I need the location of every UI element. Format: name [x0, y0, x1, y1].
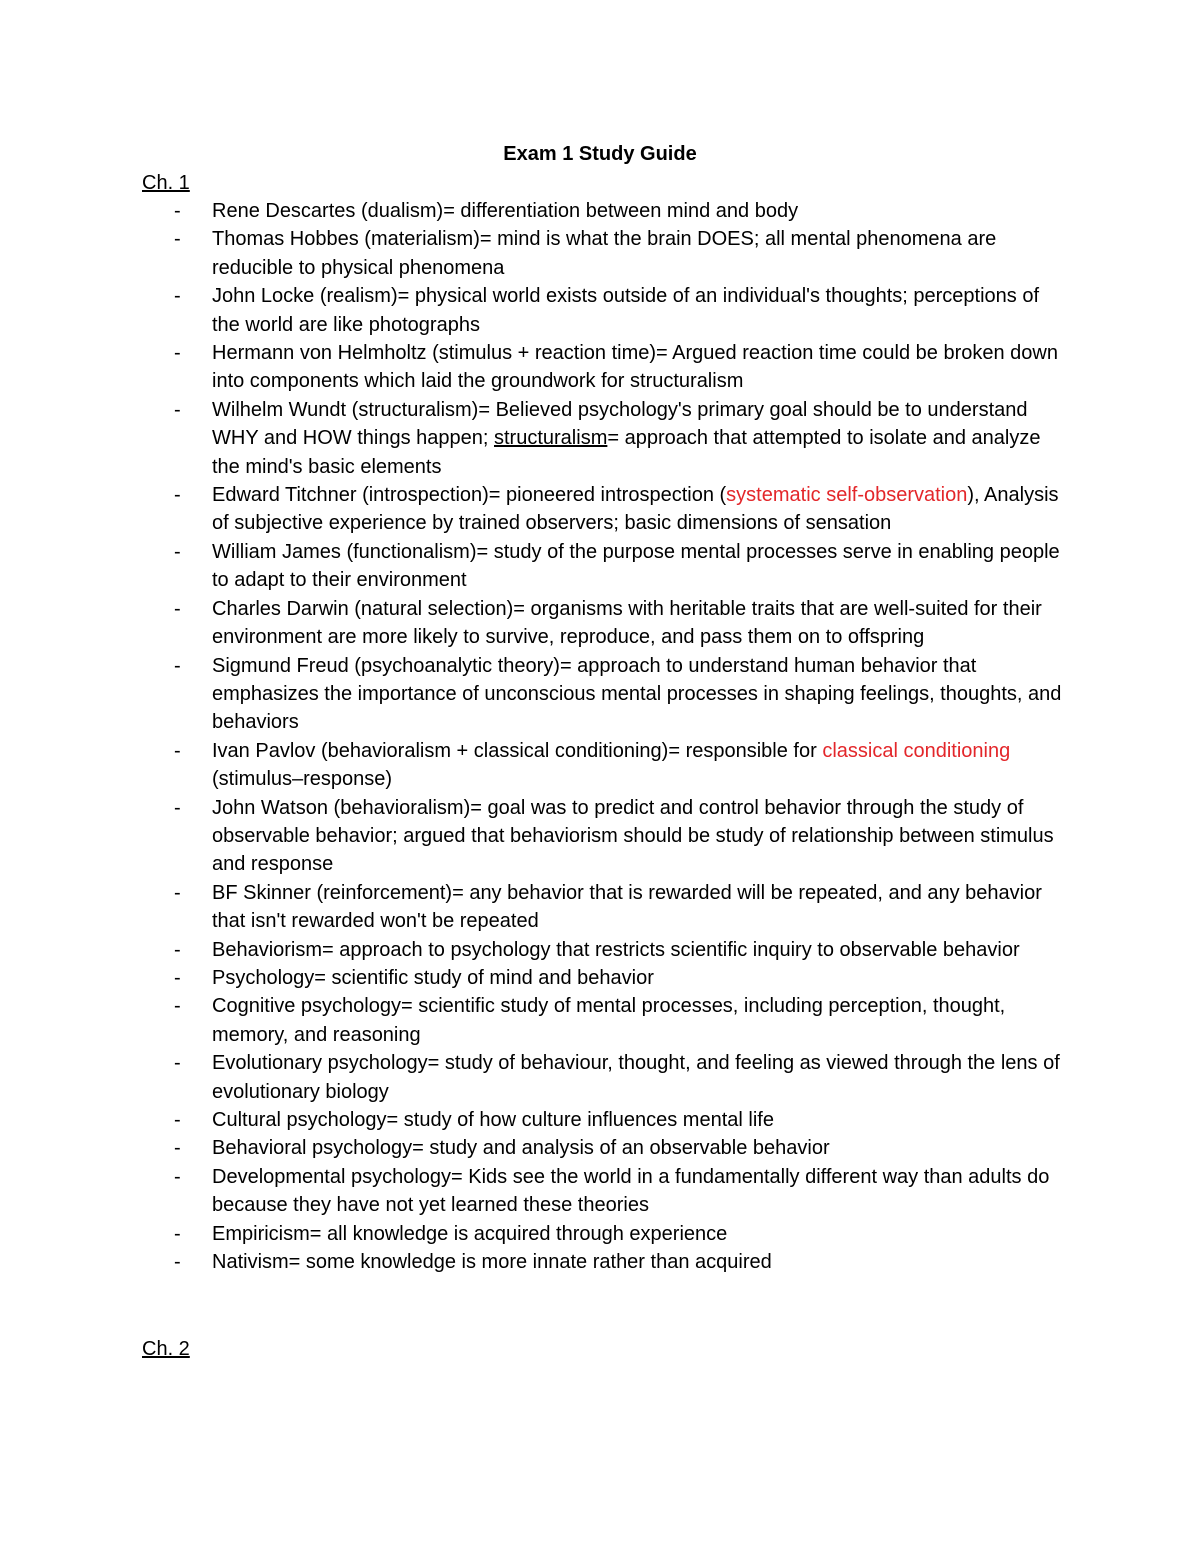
- underlined-term: structuralism: [494, 427, 608, 450]
- list-item: - Cultural psychology= study of how culture influences mental life: [0, 1106, 1072, 1134]
- list-item: - Behaviorism= approach to psychology that restricts scientific inquiry to observable behavior: [0, 936, 1072, 964]
- bullet-dash: -: [174, 285, 181, 308]
- list-item: - Rene Descartes (dualism)= differentiation between mind and body: [0, 197, 1072, 225]
- bullet-dash: -: [174, 1165, 181, 1188]
- bullet-dash: -: [174, 881, 181, 904]
- list-item: - Evolutionary psychology= study of behaviour, thought, and feeling as viewed through the lens of evolutionary biology: [0, 1049, 1072, 1106]
- bullet-dash: -: [174, 1109, 181, 1131]
- bullet-dash: -: [174, 398, 181, 421]
- list-item: - Wilhelm Wundt (structuralism)= Believed psychology's primary goal should be to understand WHY and HOW things happen; structuralism= approach that attempted to isolate and analyze the mind's basic elements: [0, 396, 1072, 481]
- bullet-dash: -: [174, 995, 181, 1018]
- list-item: - Nativism= some knowledge is more innate rather than acquired: [0, 1248, 1072, 1276]
- bullet-dash: -: [174, 342, 181, 365]
- list-item: - Ivan Pavlov (behavioralism + classical conditioning)= responsible for classical conditioning (stimulus–response): [0, 737, 1072, 794]
- list-item: - Cognitive psychology= scientific study of mental processes, including perception, thought, memory, and reasoning: [0, 992, 1072, 1049]
- list-item: - Behavioral psychology= study and analysis of an observable behavior: [0, 1134, 1072, 1162]
- list-item: - BF Skinner (reinforcement)= any behavior that is rewarded will be repeated, and any behavior that isn't rewarded won't be repeated: [0, 879, 1072, 936]
- bullet-dash: -: [174, 1137, 181, 1160]
- bullet-dash: -: [174, 540, 181, 563]
- list-item: - Sigmund Freud (psychoanalytic theory)= approach to understand human behavior that emphasizes the importance of unconscious mental processes in shaping feelings, thoughts, and behaviors: [0, 652, 1072, 737]
- list-item: - Thomas Hobbes (materialism)= mind is what the brain DOES; all mental phenomena are reducible to physical phenomena: [0, 225, 1072, 282]
- bullet-dash: -: [174, 200, 181, 222]
- section-heading-ch2: Ch. 2: [142, 1338, 190, 1360]
- bullet-dash: -: [174, 796, 181, 819]
- ch1-term-list: [0, 197, 1072, 1276]
- bullet-dash: -: [174, 1222, 181, 1245]
- list-item: - William James (functionalism)= study of the purpose mental processes serve in enabling people to adapt to their environment: [0, 538, 1072, 595]
- list-item: - Empiricism= all knowledge is acquired through experience: [0, 1220, 1072, 1248]
- bullet-dash: -: [174, 938, 181, 961]
- list-item: - Charles Darwin (natural selection)= organisms with heritable traits that are well-suited for their environment are more likely to survive, reproduce, and pass them on to offspring: [0, 595, 1072, 652]
- bullet-dash: -: [174, 484, 181, 507]
- list-item: - Hermann von Helmholtz (stimulus + reaction time)= Argued reaction time could be broken down into components which laid the groundwork for structuralism: [0, 339, 1072, 396]
- document-title: Exam 1 Study Guide: [503, 143, 697, 165]
- list-item: - Developmental psychology= Kids see the world in a fundamentally different way than adults do because they have not yet learned these theories: [0, 1163, 1072, 1220]
- list-item: - Edward Titchner (introspection)= pioneered introspection (systematic self-observation), Analysis of subjective experience by trained observers; basic dimensions of sensation: [0, 481, 1072, 538]
- list-item: - Psychology= scientific study of mind and behavior: [0, 964, 1072, 992]
- bullet-dash: -: [174, 739, 181, 762]
- bullet-dash: -: [174, 1052, 181, 1075]
- list-item: - John Locke (realism)= physical world exists outside of an individual's thoughts; perceptions of the world are like photographs: [0, 282, 1072, 339]
- section-heading-ch1: Ch. 1: [142, 172, 190, 194]
- bullet-dash: -: [174, 966, 181, 989]
- bullet-dash: -: [174, 228, 181, 251]
- list-item: - John Watson (behavioralism)= goal was to predict and control behavior through the study of observable behavior; argued that behaviorism should be study of relationship between stimulus and response: [0, 794, 1072, 879]
- highlighted-term: classical conditioning: [822, 739, 1011, 762]
- bullet-dash: -: [174, 597, 181, 620]
- bullet-dash: -: [174, 1251, 181, 1274]
- highlighted-term: systematic self-observation: [726, 484, 968, 507]
- bullet-dash: -: [174, 654, 181, 677]
